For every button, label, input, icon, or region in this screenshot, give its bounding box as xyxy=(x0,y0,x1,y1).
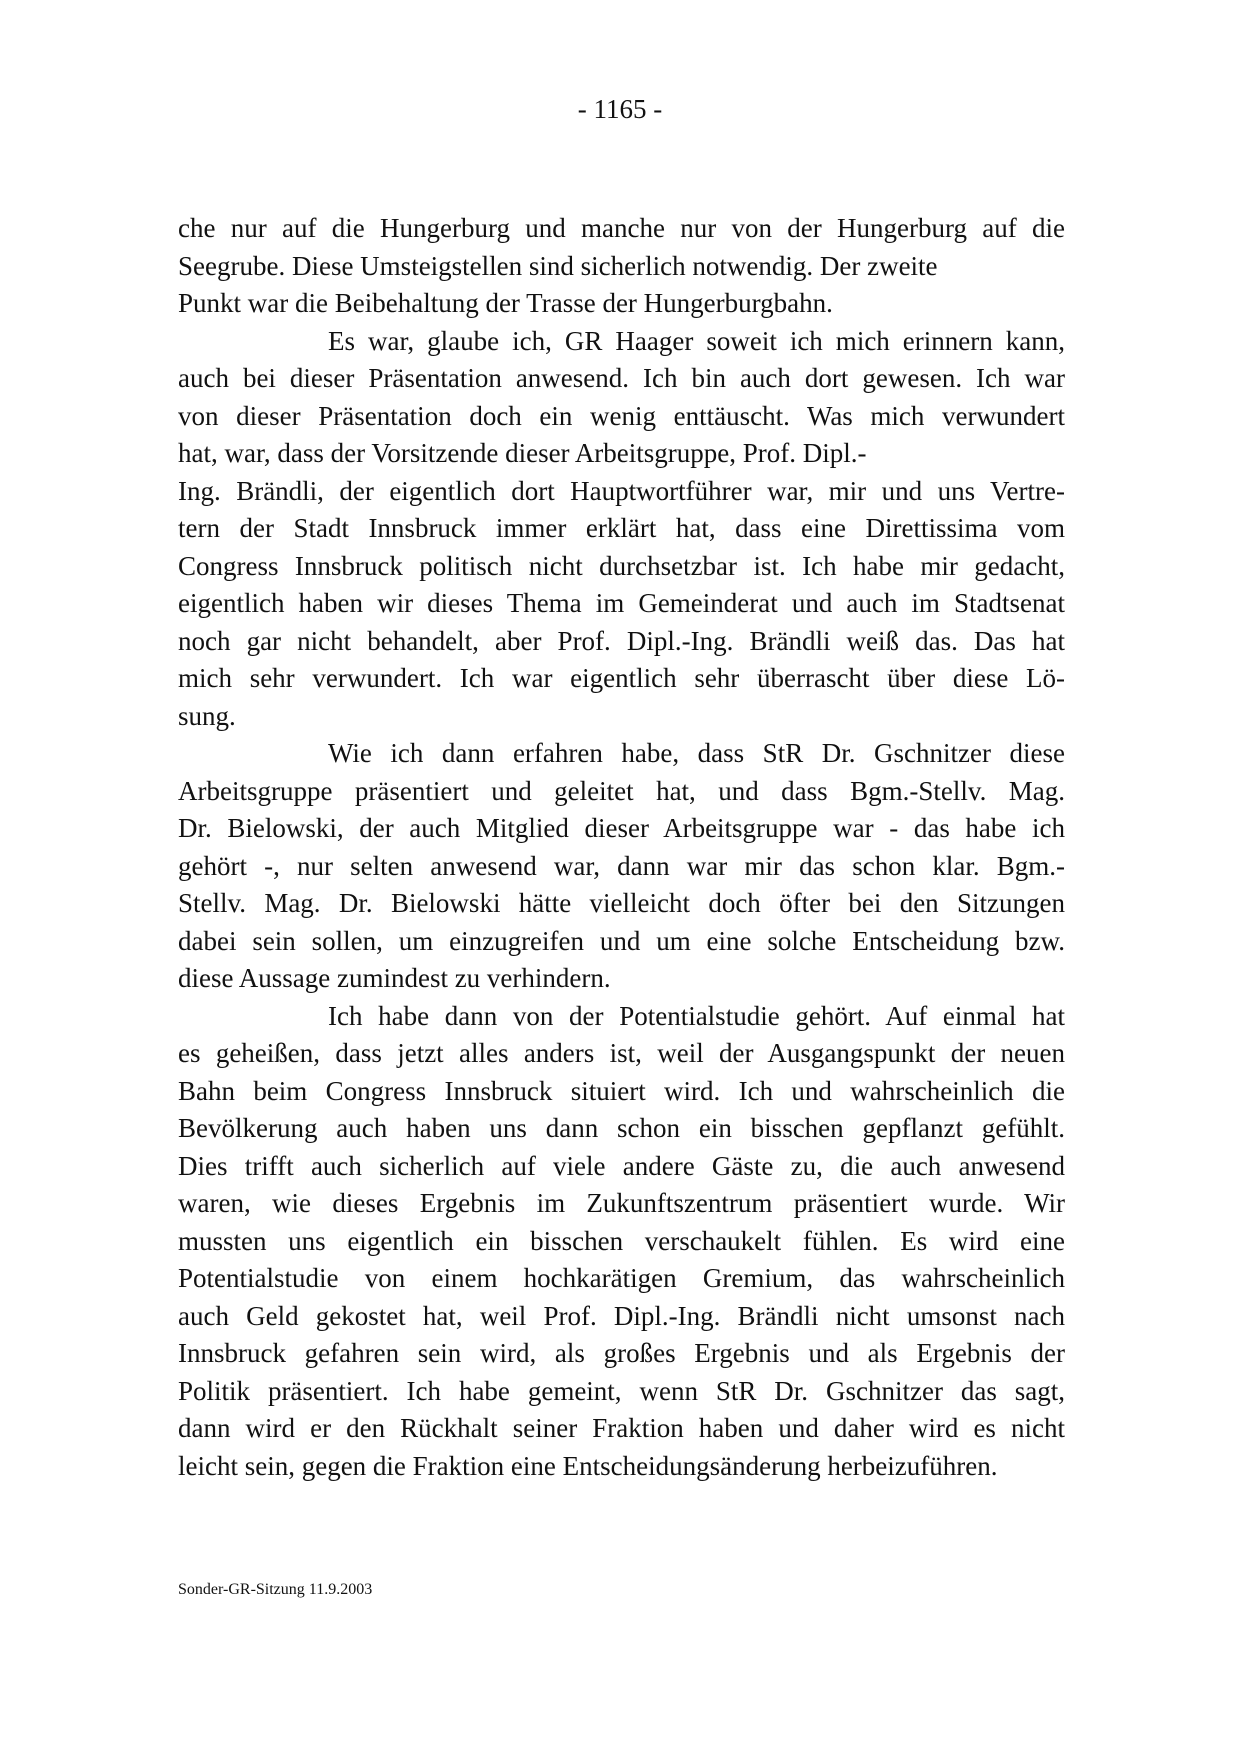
text-line: Congress Innsbruck politisch nicht durchsetzbar ist. Ich habe mir gedacht, xyxy=(178,550,1065,581)
text-line: waren, wie dieses Ergebnis im Zukunftszentrum präsentiert wurde. Wir xyxy=(178,1188,1065,1218)
text-line: diese Aussage zumindest zu verhindern. xyxy=(178,963,611,993)
text-line: Innsbruck gefahren sein wird, als großes Ergebnis und als Ergebnis der xyxy=(178,1338,1065,1368)
page-number: - 1165 - xyxy=(577,94,663,124)
text-line: Potentialstudie von einem hochkarätigen Gremium, das wahrscheinlich xyxy=(178,1263,1065,1293)
text-line: Stellv. Mag. Dr. Bielowski hätte vielleicht doch öfter bei den Sitzungen xyxy=(178,888,1065,918)
text-line: auch Geld gekostet hat, weil Prof. Dipl.-Ing. Brändli nicht umsonst nach xyxy=(178,1300,1065,1331)
text-line: Bevölkerung auch haben uns dann schon ein bisschen gepflanzt gefühlt. xyxy=(178,1113,1065,1143)
footer-session-label: Sonder-GR-Sitzung 11.9.2003 xyxy=(178,1581,373,1598)
text-line: Arbeitsgruppe präsentiert und geleitet hat, und dass Bgm.-Stellv. Mag. xyxy=(178,775,1065,806)
text-line: Dies trifft auch sicherlich auf viele andere Gäste zu, die auch anwesend xyxy=(178,1150,1065,1181)
paragraph-start-line: Ich habe dann von der Potentialstudie gehört. Auf einmal hat xyxy=(328,1000,1065,1031)
text-line: che nur auf die Hungerburg und manche nur von der Hungerburg auf die xyxy=(178,213,1065,243)
text-line: mussten uns eigentlich ein bisschen verschaukelt fühlen. Es wird eine xyxy=(178,1225,1065,1256)
text-line: tern der Stadt Innsbruck immer erklärt hat, dass eine Direttissima vom xyxy=(178,513,1065,543)
text-line: noch gar nicht behandelt, aber Prof. Dipl.-Ing. Brändli weiß das. Das hat xyxy=(178,625,1065,656)
text-line: Punkt war die Beibehaltung der Trasse der Hungerburgbahn. xyxy=(178,288,833,318)
text-line: dabei sein sollen, um einzugreifen und um eine solche Entscheidung bzw. xyxy=(178,925,1065,956)
paragraph-start-line: Wie ich dann erfahren habe, dass StR Dr. Gschnitzer diese xyxy=(328,738,1065,768)
text-line: es geheißen, dass jetzt alles anders ist, weil der Ausgangspunkt der neuen xyxy=(178,1038,1065,1068)
text-line: Ing. Brändli, der eigentlich dort Hauptwortführer war, mir und uns Vertre- xyxy=(178,475,1065,506)
paragraph-start-line: Es war, glaube ich, GR Haager soweit ich mich erinnern kann, xyxy=(328,325,1065,356)
text-line: sung. xyxy=(178,700,236,731)
body-text xyxy=(178,210,1065,1485)
text-line: leicht sein, gegen die Fraktion eine Entscheidungsänderung herbeizuführen. xyxy=(178,1450,998,1481)
text-line: von dieser Präsentation doch ein wenig enttäuscht. Was mich verwundert xyxy=(178,400,1065,431)
text-line: Politik präsentiert. Ich habe gemeint, wenn StR Dr. Gschnitzer das sagt, xyxy=(178,1375,1065,1406)
text-line: eigentlich haben wir dieses Thema im Gemeinderat und auch im Stadtsenat xyxy=(178,588,1065,618)
text-line: dann wird er den Rückhalt seiner Fraktion haben und daher wird es nicht xyxy=(178,1413,1065,1443)
text-line: Dr. Bielowski, der auch Mitglied dieser Arbeitsgruppe war - das habe ich xyxy=(178,813,1065,843)
text-line: mich sehr verwundert. Ich war eigentlich sehr überrascht über diese Lö- xyxy=(178,663,1065,693)
text-line: auch bei dieser Präsentation anwesend. Ich bin auch dort gewesen. Ich war xyxy=(178,363,1065,393)
text-line: Seegrube. Diese Umsteigstellen sind sicherlich notwendig. Der zweite xyxy=(178,250,938,281)
text-line: Bahn beim Congress Innsbruck situiert wird. Ich und wahrscheinlich die xyxy=(178,1075,1065,1106)
text-line: gehört -, nur selten anwesend war, dann war mir das schon klar. Bgm.- xyxy=(178,850,1065,881)
text-line: hat, war, dass der Vorsitzende dieser Arbeitsgruppe, Prof. Dipl.- xyxy=(178,438,867,468)
